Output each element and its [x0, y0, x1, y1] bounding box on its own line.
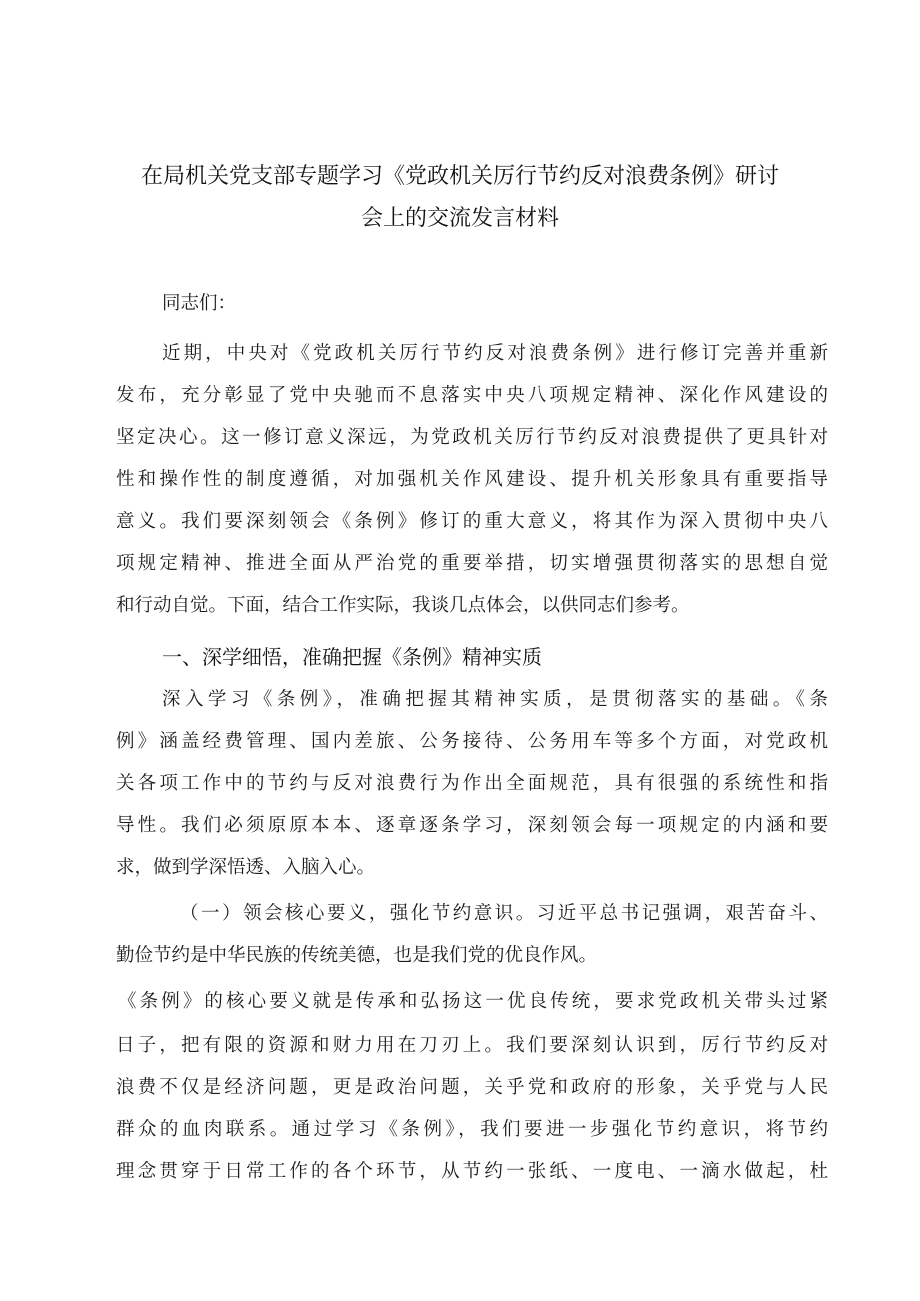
intro-line: 和行动自觉。下面，结合工作实际，我谈几点体会，以供同志们参考。: [116, 595, 690, 616]
document-title: [100, 156, 820, 240]
intro-line: 发布，充分彰显了党中央驰而不息落实中央八项规定精神、深化作风建设的: [116, 385, 828, 406]
subsection-line: 浪费不仅是经济问题，更是政治问题，关乎党和政府的形象，关乎党与人民: [116, 1077, 828, 1098]
intro-line: 项规定精神、推进全面从严治党的重要举措，切实增强贯彻落实的思想自觉: [116, 553, 828, 574]
subsection-line: 日子，把有限的资源和财力用在刀刃上。我们要深刻认识到，厉行节约反对: [116, 1035, 828, 1056]
section1-line: 深入学习《条例》，准确把握其精神实质，是贯彻落实的基础。《条: [162, 689, 828, 710]
subsection-line: 《条例》的核心要义就是传承和弘扬这一优良传统，要求党政机关带头过紧: [118, 991, 828, 1012]
subsection-line: 勤俭节约是中华民族的传统美德，也是我们党的优良作风。: [116, 945, 598, 966]
intro-line: 坚定决心。这一修订意义深远，为党政机关厉行节约反对浪费提供了更具针对: [116, 427, 828, 448]
intro-line: 性和操作性的制度遵循，对加强机关作风建设、提升机关形象具有重要指导: [116, 469, 828, 490]
section1-line: 关各项工作中的节约与反对浪费行为作出全面规范，具有很强的系统性和指: [116, 773, 828, 794]
title-line-2: 会上的交流发言材料: [360, 206, 559, 231]
subsection-line: 群众的血肉联系。通过学习《条例》，我们要进一步强化节约意识，将节约: [116, 1119, 828, 1140]
salutation: 同志们：: [162, 293, 237, 314]
subsection-line: （一）领会核心要义，强化节约意识。习近平总书记强调，艰苦奋斗、: [180, 903, 828, 924]
section-heading: 一、深学细悟，准确把握《条例》精神实质: [162, 645, 542, 669]
section1-line: 求，做到学深悟透、入脑入心。: [116, 857, 376, 878]
intro-line: 意义。我们要深刻领会《条例》修订的重大意义，将其作为深入贯彻中央八: [116, 511, 828, 532]
intro-line: 近期，中央对《党政机关厉行节约反对浪费条例》进行修订完善并重新: [162, 343, 828, 364]
title-line-1: 在局机关党支部专题学习《党政机关厉行节约反对浪费条例》研讨: [140, 164, 779, 189]
section1-line: 例》涵盖经费管理、国内差旅、公务接待、公务用车等多个方面，对党政机: [116, 731, 828, 752]
subsection-line: 理念贯穿于日常工作的各个环节，从节约一张纸、一度电、一滴水做起，杜: [116, 1161, 828, 1182]
section1-line: 导性。我们必须原原本本、逐章逐条学习，深刻领会每一项规定的内涵和要: [116, 815, 828, 836]
